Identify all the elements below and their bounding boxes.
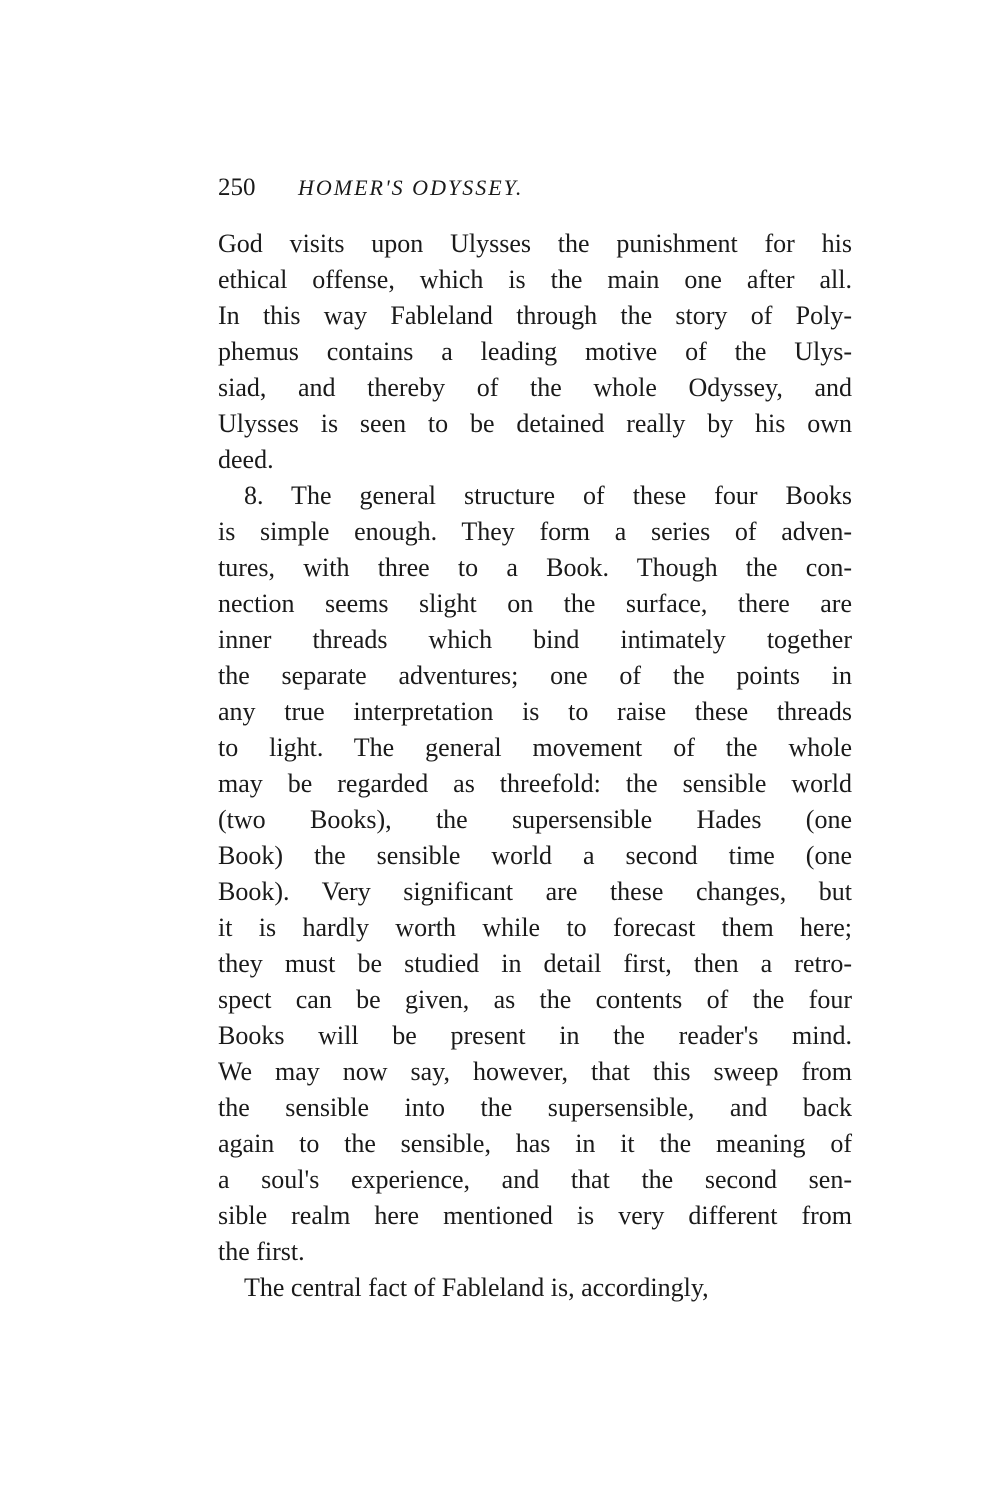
text-line: The central fact of Fableland is, accordingly, (244, 1273, 709, 1302)
text-line: again to the sensible, has in it the meaning of (218, 1129, 852, 1158)
text-line: the first. (218, 1237, 305, 1266)
text-line: In this way Fableland through the story of Poly- (218, 301, 852, 330)
text-line: Book) the sensible world a second time (one (218, 841, 852, 870)
body-text (218, 226, 852, 1306)
page-number: 250 (218, 174, 256, 201)
running-head (218, 170, 852, 206)
text-line: is simple enough. They form a series of adven- (218, 517, 852, 546)
text-line: any true interpretation is to raise these threads (218, 697, 852, 726)
text-line: We may now say, however, that this sweep from (218, 1057, 852, 1086)
text-line: to light. The general movement of the whole (218, 733, 852, 762)
text-line: they must be studied in detail first, then a retro- (218, 949, 852, 978)
text-line: Books will be present in the reader's mind. (218, 1021, 852, 1050)
running-title: HOMER'S ODYSSEY. (298, 175, 524, 200)
text-line: may be regarded as threefold: the sensible world (218, 769, 852, 798)
text-line: the sensible into the supersensible, and back (218, 1093, 852, 1122)
text-line: nection seems slight on the surface, there are (218, 589, 852, 618)
text-line: sible realm here mentioned is very different from (218, 1201, 852, 1230)
text-line: inner threads which bind intimately together (218, 625, 852, 654)
text-line: Book). Very significant are these changes, but (218, 877, 852, 906)
text-line: siad, and thereby of the whole Odyssey, and (218, 373, 852, 402)
text-line: spect can be given, as the contents of the four (218, 985, 852, 1014)
text-line: (two Books), the supersensible Hades (one (218, 805, 852, 834)
text-line: tures, with three to a Book. Though the con- (218, 553, 852, 582)
text-line: Ulysses is seen to be detained really by his own (218, 409, 852, 438)
text-line: the separate adventures; one of the points in (218, 661, 852, 690)
text-line: 8. The general structure of these four Books (244, 481, 852, 510)
text-line: phemus contains a leading motive of the Ulys- (218, 337, 852, 366)
text-line: it is hardly worth while to forecast them here; (218, 913, 852, 942)
text-line: deed. (218, 445, 274, 474)
text-line: a soul's experience, and that the second sen- (218, 1165, 852, 1194)
text-line: ethical offense, which is the main one after all. (218, 265, 852, 294)
text-line: God visits upon Ulysses the punishment for his (218, 229, 852, 258)
